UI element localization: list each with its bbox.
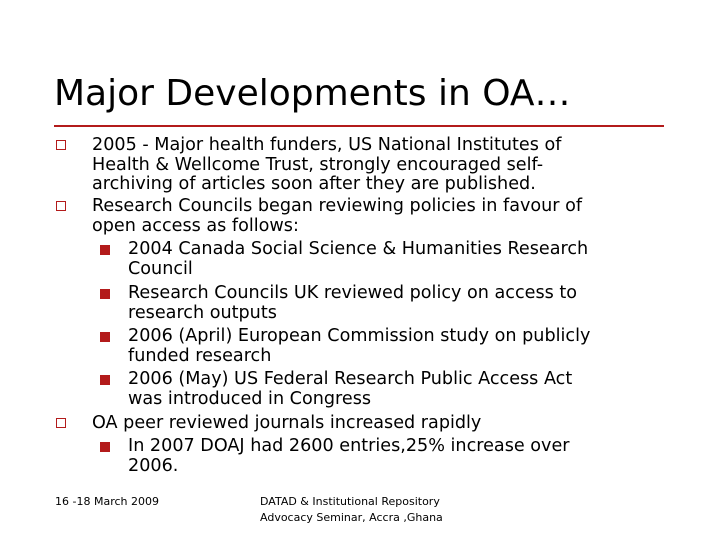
sub-bullet-item [128,284,577,323]
bullet-item [92,136,561,195]
footer-event-line2: Advocacy Seminar, Accra ,Ghana [260,511,443,524]
bullet-line: In 2007 DOAJ had 2600 entries,25% increase over [128,436,570,456]
bullet-item [92,414,481,434]
footer-date: 16 -18 March 2009 [55,495,159,508]
bullet-line: 2006. [128,455,179,476]
filled-square-bullet-icon [100,289,110,299]
bullet-line: Research Councils began reviewing policies in favour of [92,196,583,216]
bullet-line: 2006 (May) US Federal Research Public Access Act [128,369,573,389]
hollow-square-bullet-icon [56,140,66,150]
filled-square-bullet-icon [100,332,110,342]
bullet-line: Research Councils UK reviewed policy on access to [128,283,578,303]
bullet-line: research outputs [128,302,277,323]
bullet-line: OA peer reviewed journals increased rapidly [92,413,482,433]
sub-bullet-item [128,437,570,476]
bullet-line: was introduced in Congress [128,388,372,409]
title-divider [54,125,664,127]
bullet-line: 2005 - Major health funders, US National Institutes of [92,135,562,155]
sub-bullet-item [128,327,590,366]
footer-event-line1: DATAD & Institutional Repository [260,495,440,508]
bullet-line: 2004 Canada Social Science & Humanities Research [128,239,589,259]
bullet-line: open access as follows: [92,215,299,236]
filled-square-bullet-icon [100,375,110,385]
hollow-square-bullet-icon [56,418,66,428]
filled-square-bullet-icon [100,442,110,452]
bullet-line: Council [128,258,193,279]
filled-square-bullet-icon [100,245,110,255]
slide-title: Major Developments in OA… [54,73,571,114]
bullet-line: archiving of articles soon after they are published. [92,174,536,195]
sub-bullet-item [128,240,588,279]
bullet-line: 2006 (April) European Commission study on publicly [128,326,591,346]
sub-bullet-item [128,370,572,409]
bullet-line: funded research [128,345,272,366]
bullet-item [92,197,582,236]
bullet-line: Health & Wellcome Trust, strongly encouraged self- [92,154,544,175]
hollow-square-bullet-icon [56,201,66,211]
